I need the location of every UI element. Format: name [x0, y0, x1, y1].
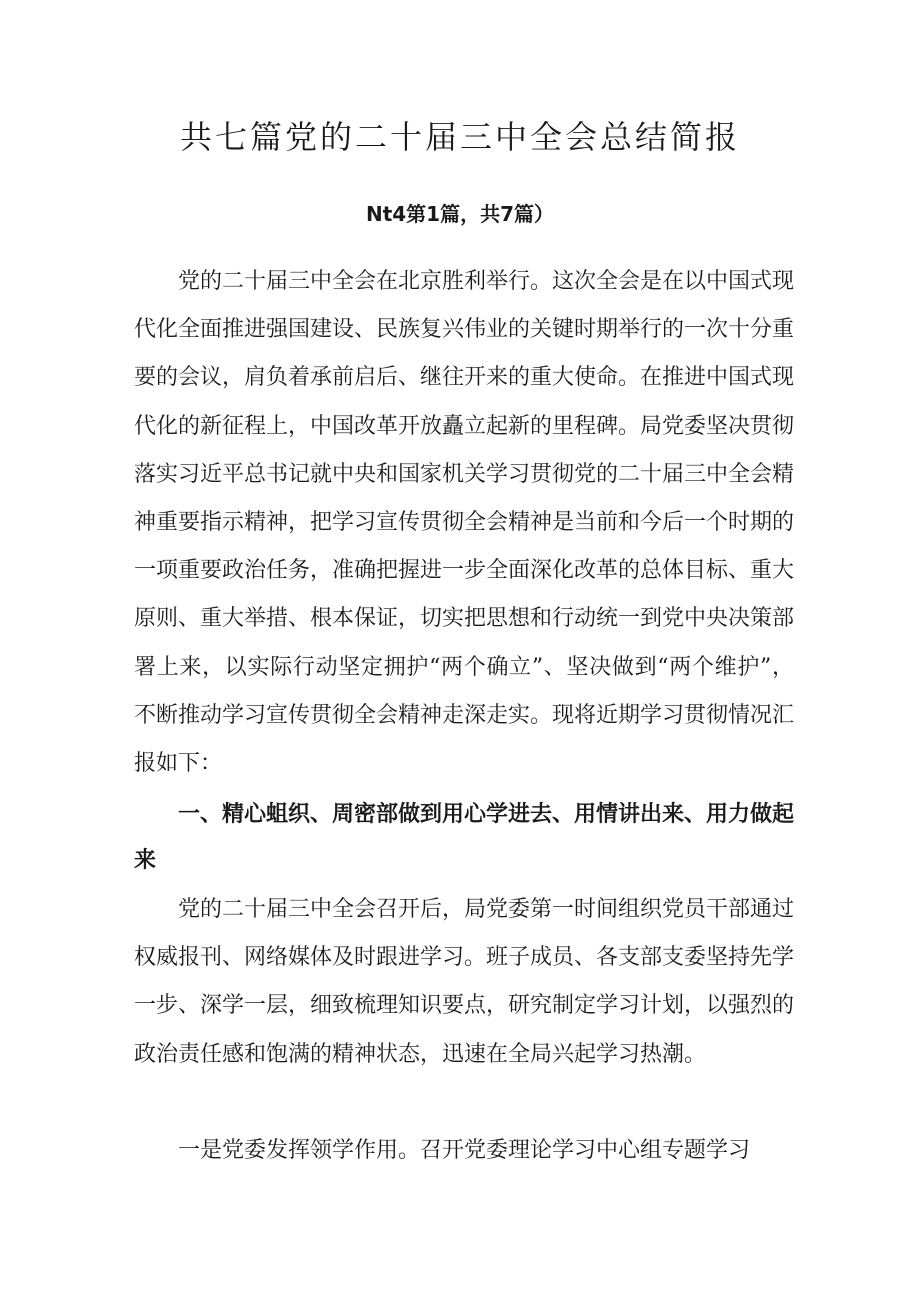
document-subtitle: Nt4第1篇，共7篇）	[365, 202, 555, 226]
paragraph-point-1: 一是党委发挥领学作用。召开党委理论学习中心组专题学习	[178, 1138, 751, 1163]
paragraph-section-1: 党的二十届三中全会召开后，局党委第一时间组织党员干部通过权威报刊、网络媒体及时跟进学习。班子成员、各支部支委坚持先学一步、深学一层，细致梳理知识要点，研究制定学习计划，以强烈的政治责任感和饱满的精神状态，迅速在全局兴起学习热潮。	[134, 897, 795, 1067]
paragraph-intro: 党的二十届三中全会在北京胜利举行。这次全会是在以中国式现代化全面推进强国建设、民族复兴伟业的关键时期举行的一次十分重要的会议，肩负着承前启后、继往开来的重大使命。在推进中国式现代化的新征程上，中国改革开放矗立起新的里程碑。局党委坚决贯彻落实习近平总书记就中央和国家机关学习贯彻党的二十届三中全会精神重要指示精神，把学习宣传贯彻全会精神是当前和今后一个时期的一项重要政治任务，准确把握进一步全面深化改革的总体目标、重大原则、重大举措、根本保证，切实把思想和行动统一到党中央决策部署上来，以实际行动坚定拥护“两个确立”、坚决做到“两个维护”，不断推动学习宣传贯彻全会精神走深走实。现将近期学习贯彻情况汇报如下：	[134, 269, 795, 777]
document-title: 共七篇党的二十届三中全会总结简报	[179, 118, 740, 156]
section-heading-1: 一、精心蛆织、周密部做到用心学进去、用情讲出来、用力做起来	[134, 802, 795, 873]
